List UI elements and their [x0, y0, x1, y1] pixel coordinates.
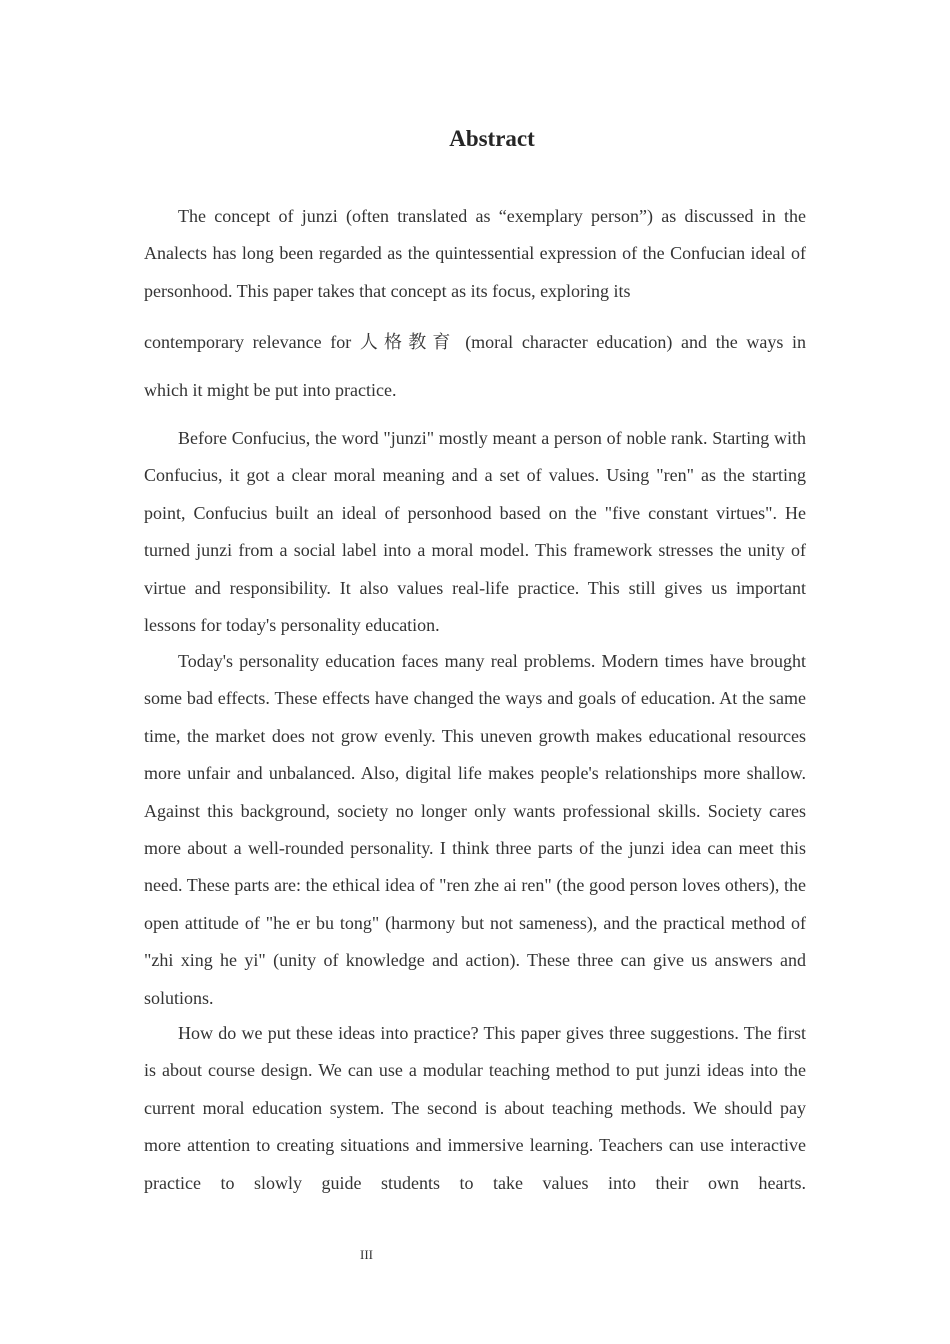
paragraph-4-text: How do we put these ideas into practice? This paper gives three suggestions. The first is about course design. We can use a modular teaching method to put junzi ideas into the current moral education system. The second is about teaching methods. We should pay more attention to creating situations and immersive learning. Teachers can use interactive practice to slowly guide students to take values into their own hearts.: [144, 1023, 806, 1193]
page-number: III: [360, 1247, 373, 1262]
paragraph-2-text: Before Confucius, the word "junzi" mostly meant a person of noble rank. Starting with Confucius, it got a clear moral meaning and a set of values. Using "ren" as the starting point, Confucius built an ideal of personhood based on the "five constant virtues". He turned junzi from a social label into a moral model. This framework stresses the unity of virtue and responsibility. It also values real-life practice. This still gives us important lessons for today's personality education.: [144, 428, 806, 636]
paragraph-2: [144, 420, 806, 644]
paragraph-1-text-c: (moral character education) and the ways in: [456, 332, 807, 353]
paragraph-3-text: Today's personality education faces many real problems. Modern times have brought some bad effects. These effects have changed the ways and goals of education. At the same time, the market does not grow evenly. This uneven growth makes educational resources more unfair and unbalanced. Also, digital life makes people's relationships more shallow. Against this background, society no longer only wants professional skills. Society cares more about a well-rounded personality. I think three parts of the junzi idea can meet this need. These parts are: the ethical idea of "ren zhe ai ren" (the good person loves others), the open attitude of "he er bu tong" (harmony but not sameness), and the practical method of "zhi xing he yi" (unity of knowledge and action). These three can give us answers and solutions.: [144, 651, 806, 1008]
cjk-term: 人格教育: [359, 332, 457, 354]
paragraph-1: [144, 198, 806, 405]
abstract-title: Abstract: [449, 126, 535, 151]
paragraph-4: [144, 1015, 806, 1202]
paragraph-1-text-d: which it might be put into practice.: [144, 380, 397, 401]
paragraph-1-text-a: The concept of junzi (often translated as “exemplary person”) as discussed in the Analects has long been regarded as the quintessential expression of the Confucian ideal of personhood. This paper takes that concept as its focus, exploring its: [144, 206, 806, 301]
paragraph-1-text-b: contemporary relevance for: [144, 332, 360, 353]
paragraph-1-line-cjk: [144, 310, 806, 375]
paragraph-3: [144, 643, 806, 1017]
